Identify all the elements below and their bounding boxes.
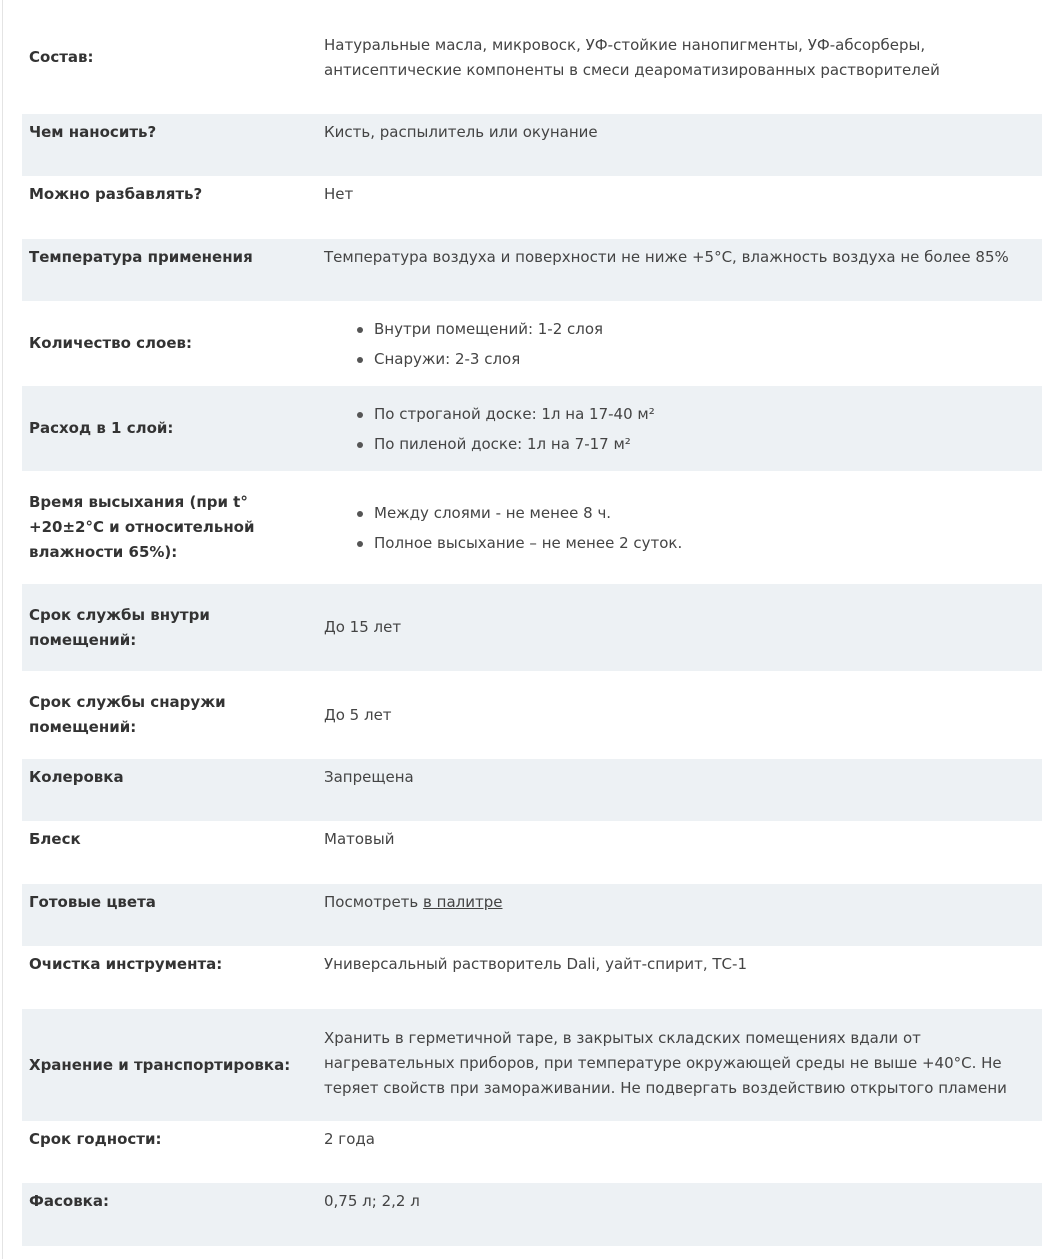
ready-colors-text: Посмотреть (324, 893, 419, 911)
spec-label: Колеровка (29, 768, 124, 786)
spec-row-tool-cleaning (22, 946, 1042, 1009)
spec-value: До 15 лет (324, 618, 402, 636)
spec-value: До 5 лет (324, 705, 392, 724)
list-item: Полное высыхание – не менее 2 суток. (374, 528, 1030, 558)
spec-label: Температура применения (29, 248, 253, 266)
spec-value: Нет (324, 185, 354, 203)
bullet-list (324, 498, 1030, 558)
spec-label: Хранение и транспортировка: (29, 1055, 291, 1074)
spec-value: Универсальный растворитель Dali, уайт-спирит, ТС-1 (324, 955, 747, 973)
spec-row-application-method (22, 114, 1042, 176)
bullet-list (324, 314, 1030, 374)
spec-label: Срок годности: (29, 1130, 162, 1148)
spec-value: Натуральные масла, микровоск, УФ-стойкие нанопигменты, УФ-абсорберы, антисептические компоненты в смеси деароматизированных растворителей (324, 36, 940, 79)
spec-row-layer-count (22, 301, 1042, 386)
spec-row-tinting (22, 759, 1042, 821)
left-border-rule (2, 0, 3, 1259)
list-item: Между слоями - не менее 8 ч. (374, 498, 1030, 528)
spec-label: Можно разбавлять? (29, 185, 203, 203)
spec-value: Хранить в герметичной таре, в закрытых складских помещениях вдали от нагревательных приборов, при температуре окружающей среды не выше +40°С. Не теряет свойств при замораживании. Не подвергать воздействию открытого пламени (324, 1028, 1007, 1097)
spec-label: Срок службы снаружи помещений: (29, 693, 226, 736)
palette-link[interactable]: в палитре (423, 893, 503, 911)
spec-value (324, 399, 1042, 459)
spec-row-ready-colors (22, 884, 1042, 946)
spec-value: Температура воздуха и поверхности не ниже +5°С, влажность воздуха не более 85% (324, 248, 1009, 266)
spec-row-application-temperature (22, 239, 1042, 301)
spec-label: Количество слоев: (29, 334, 192, 352)
list-item: По строганой доске: 1л на 17-40 м² (374, 399, 1030, 429)
list-item: Внутри помещений: 1-2 слоя (374, 314, 1030, 344)
spec-row-drying-time (22, 471, 1042, 584)
list-item: По пиленой доске: 1л на 7-17 м² (374, 429, 1030, 459)
spec-label: Очистка инструмента: (29, 955, 223, 973)
spec-row-service-life-indoor (22, 584, 1042, 671)
spec-value: 2 года (324, 1130, 375, 1148)
spec-value: Запрещена (324, 768, 414, 786)
spec-row-gloss (22, 821, 1042, 884)
spec-value (324, 498, 1042, 558)
spec-value (324, 890, 1042, 915)
list-item: Снаружи: 2-3 слоя (374, 344, 1030, 374)
spec-value: 0,75 л; 2,2 л (324, 1192, 420, 1210)
spec-row-shelf-life (22, 1121, 1042, 1183)
spec-label: Состав: (29, 47, 94, 66)
spec-label: Время высыхания (при t° +20±2°С и относительной влажности 65%): (29, 493, 255, 561)
spec-row-composition (22, 0, 1042, 114)
spec-row-packaging (22, 1183, 1042, 1246)
spec-row-storage (22, 1009, 1042, 1121)
spec-label: Срок службы внутри помещений: (29, 605, 210, 649)
spec-row-service-life-outdoor (22, 671, 1042, 759)
spec-value: Кисть, распылитель или окунание (324, 123, 598, 141)
spec-row-dilution (22, 176, 1042, 239)
spec-row-consumption (22, 386, 1042, 471)
specifications-table (22, 0, 1042, 1246)
spec-value (324, 314, 1042, 374)
spec-value: Матовый (324, 830, 395, 848)
bullet-list (324, 399, 1030, 459)
spec-label: Расход в 1 слой: (29, 419, 174, 437)
spec-label: Чем наносить? (29, 123, 157, 141)
spec-label: Блеск (29, 830, 81, 848)
spec-label: Готовые цвета (29, 893, 156, 911)
spec-label: Фасовка: (29, 1192, 109, 1210)
